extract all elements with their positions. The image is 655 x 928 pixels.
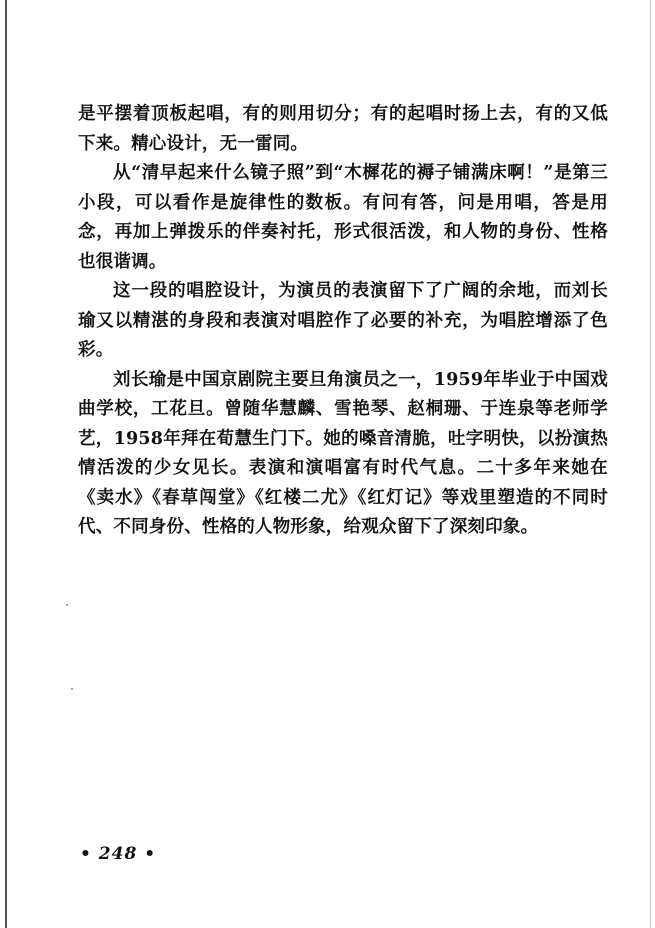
page-left-edge [5,0,7,928]
paragraph-4: 刘长瑜是中国京剧院主要旦角演员之一，1959年毕业于中国戏曲学校，工花旦。曾随华慧麟、雪艳琴、赵桐珊、于连泉等老师学艺，1958年拜在荀慧生门下。她的嗓音清脆，吐字明快，以扮演热情活泼的少女见长。表演和演唱富有时代气息。二十多年来她在《卖水》《春草闯堂》《红楼二尤》《红灯记》等戏里塑造的不同时代、不同身份、性格的人物形象，给观众留下了深刻印象。 [78,369,608,537]
page-right-edge [650,0,651,928]
body-text [78,100,608,543]
paragraph-1: 是平摆着顶板起唱，有的则用切分；有的起唱时扬上去，有的又低下来。精心设计，无一雷同。 [78,104,608,154]
scan-speck [66,604,68,606]
paragraph-3: 这一段的唱腔设计，为演员的表演留下了广阔的余地，而刘长瑜又以精湛的身段和表演对唱腔作了必要的补充，为唱腔增添了色彩。 [78,281,608,360]
scan-speck [71,688,73,690]
paragraph-2: 从“清早起来什么镜子照”到“木樨花的褥子铺满床啊！”是第三小段，可以看作是旋律性的数板。有问有答，问是用唱，答是用念，再加上弹拨乐的伴奏衬托，形式很活泼，和人物的身份、性格也很谐调。 [78,163,608,272]
page-number: • 248 • [80,844,157,864]
